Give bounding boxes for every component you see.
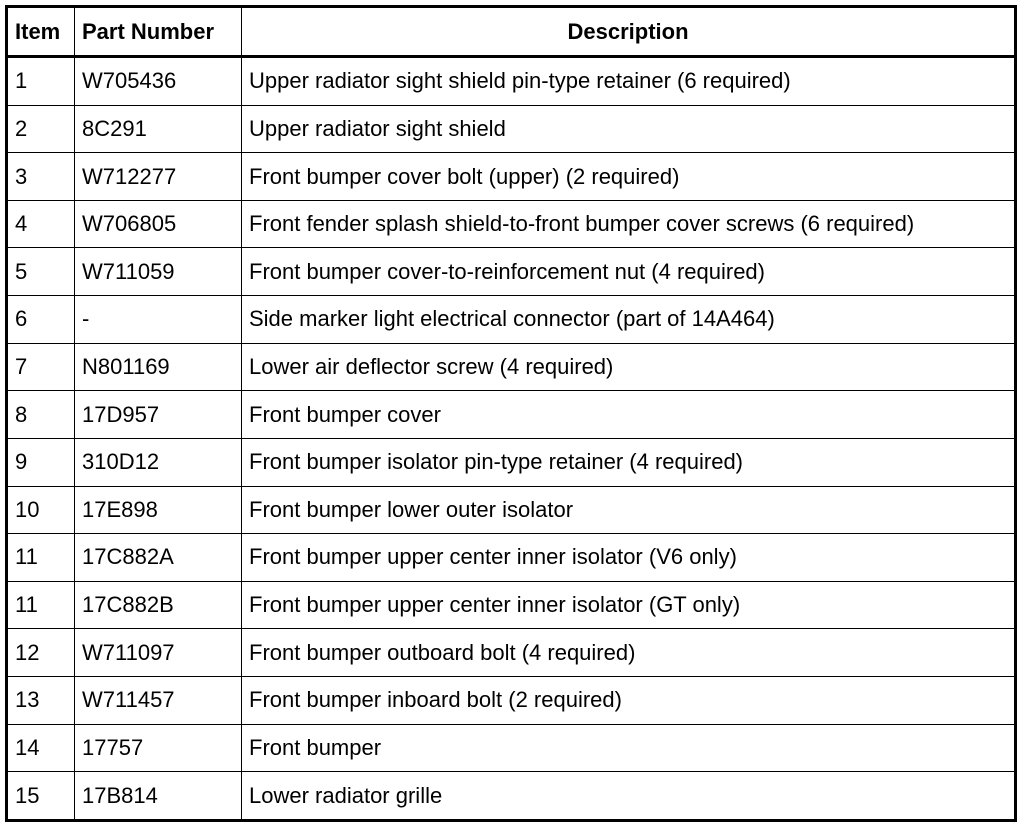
- cell-item: 12: [7, 629, 75, 677]
- cell-item: 15: [7, 772, 75, 821]
- table-row: [7, 57, 1016, 106]
- cell-part-number: 310D12: [75, 438, 242, 486]
- table-row: [7, 153, 1016, 201]
- parts-table: [5, 5, 1017, 822]
- cell-part-number: W705436: [75, 57, 242, 106]
- cell-part-number: 17C882A: [75, 534, 242, 582]
- cell-description: Side marker light electrical connector (part of 14A464): [242, 296, 1016, 344]
- cell-part-number: N801169: [75, 343, 242, 391]
- cell-part-number: 17D957: [75, 391, 242, 439]
- cell-description: Front bumper cover-to-reinforcement nut (4 required): [242, 248, 1016, 296]
- cell-description: Lower radiator grille: [242, 772, 1016, 821]
- cell-part-number: W711457: [75, 676, 242, 724]
- cell-description: Upper radiator sight shield: [242, 105, 1016, 153]
- cell-part-number: W712277: [75, 153, 242, 201]
- header-description: Description: [242, 7, 1016, 57]
- table-row: [7, 343, 1016, 391]
- cell-item: 9: [7, 438, 75, 486]
- cell-description: Front bumper upper center inner isolator (V6 only): [242, 534, 1016, 582]
- cell-part-number: -: [75, 296, 242, 344]
- cell-part-number: W711059: [75, 248, 242, 296]
- cell-part-number: W706805: [75, 200, 242, 248]
- cell-item: 8: [7, 391, 75, 439]
- cell-description: Front bumper cover bolt (upper) (2 required): [242, 153, 1016, 201]
- header-part-number: Part Number: [75, 7, 242, 57]
- table-row: [7, 200, 1016, 248]
- table-row: [7, 772, 1016, 821]
- cell-item: 11: [7, 581, 75, 629]
- cell-item: 2: [7, 105, 75, 153]
- cell-item: 1: [7, 57, 75, 106]
- table-row: [7, 676, 1016, 724]
- cell-description: Front bumper: [242, 724, 1016, 772]
- table-row: [7, 391, 1016, 439]
- cell-description: Upper radiator sight shield pin-type retainer (6 required): [242, 57, 1016, 106]
- cell-item: 13: [7, 676, 75, 724]
- cell-description: Front bumper cover: [242, 391, 1016, 439]
- cell-description: Front bumper lower outer isolator: [242, 486, 1016, 534]
- cell-part-number: 8C291: [75, 105, 242, 153]
- cell-part-number: 17757: [75, 724, 242, 772]
- cell-item: 10: [7, 486, 75, 534]
- cell-item: 11: [7, 534, 75, 582]
- cell-item: 5: [7, 248, 75, 296]
- cell-part-number: 17C882B: [75, 581, 242, 629]
- table-row: [7, 486, 1016, 534]
- table-row: [7, 534, 1016, 582]
- cell-description: Front bumper outboard bolt (4 required): [242, 629, 1016, 677]
- header-row: [7, 7, 1016, 57]
- table-row: [7, 629, 1016, 677]
- cell-item: 14: [7, 724, 75, 772]
- table-row: [7, 105, 1016, 153]
- cell-part-number: 17E898: [75, 486, 242, 534]
- table-row: [7, 296, 1016, 344]
- table-body: [7, 57, 1016, 821]
- table-row: [7, 248, 1016, 296]
- table-row: [7, 438, 1016, 486]
- cell-description: Front bumper inboard bolt (2 required): [242, 676, 1016, 724]
- cell-item: 4: [7, 200, 75, 248]
- cell-description: Lower air deflector screw (4 required): [242, 343, 1016, 391]
- cell-part-number: 17B814: [75, 772, 242, 821]
- table-header: [7, 7, 1016, 57]
- cell-description: Front fender splash shield-to-front bumper cover screws (6 required): [242, 200, 1016, 248]
- cell-item: 7: [7, 343, 75, 391]
- header-item: Item: [7, 7, 75, 57]
- cell-item: 6: [7, 296, 75, 344]
- cell-part-number: W711097: [75, 629, 242, 677]
- table-row: [7, 581, 1016, 629]
- table-row: [7, 724, 1016, 772]
- cell-description: Front bumper upper center inner isolator (GT only): [242, 581, 1016, 629]
- cell-description: Front bumper isolator pin-type retainer (4 required): [242, 438, 1016, 486]
- cell-item: 3: [7, 153, 75, 201]
